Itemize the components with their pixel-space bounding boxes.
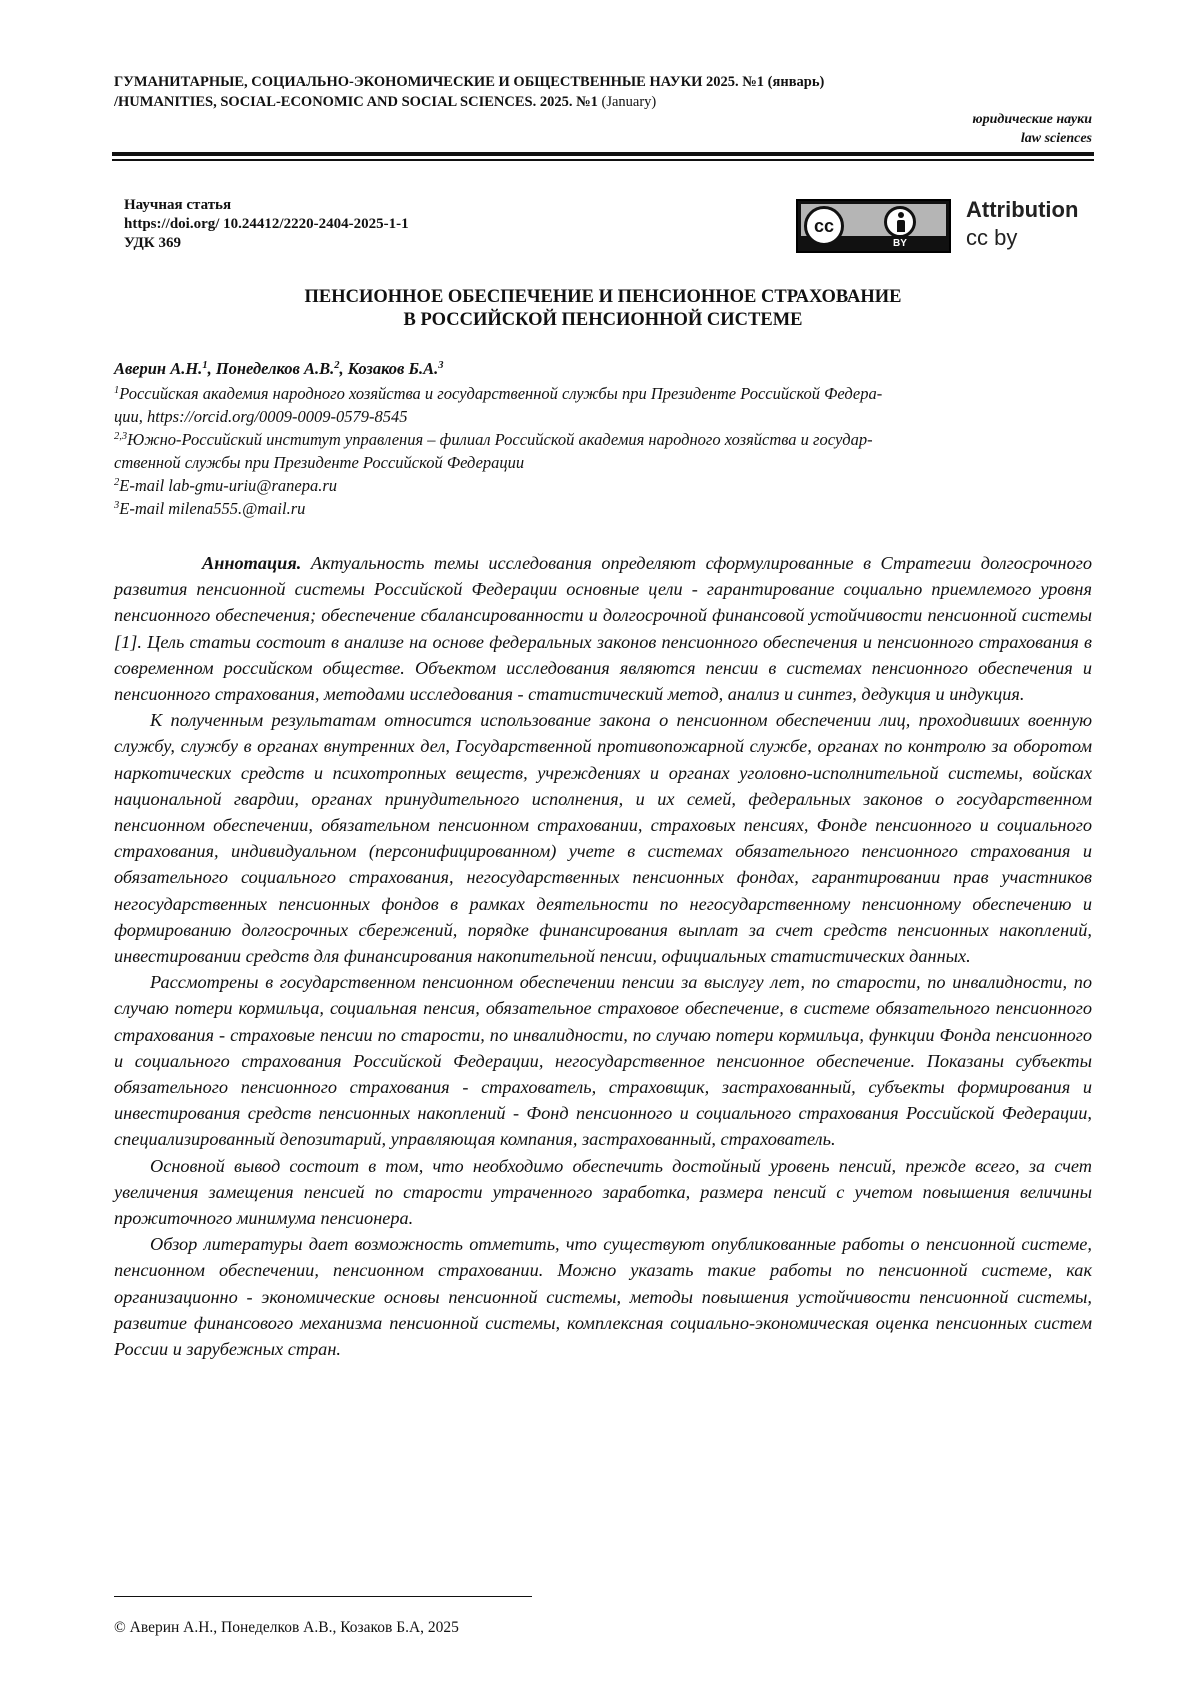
section-ru: юридические науки [972,112,1092,127]
title-line-2: В РОССИЙСКОЙ ПЕНСИОННОЙ СИСТЕМЕ [403,310,803,330]
email-3-sup: 3 [114,500,120,511]
author-2: , Понеделков А.В. [207,359,335,378]
affiliation-2-line-1 [114,428,1096,451]
creative-commons-icon: cc [804,206,844,246]
author-1-sup: 1 [202,360,208,371]
article-title [112,286,1094,332]
affiliation-1-sup: 1 [114,385,120,396]
header-rule-thick [112,152,1094,156]
journal-title-en [114,92,1094,112]
author-3: , Козаков Б.А. [339,359,439,378]
section-en: law sciences [1020,131,1092,146]
abstract [114,550,1092,1362]
doi-link[interactable]: https://doi.org/ 10.24412/2220-2404-2025-1-1 [124,216,409,232]
article-meta [124,196,409,253]
author-3-sup: 3 [438,360,444,371]
abstract-p1-text: Актуальность темы исследования определяют сформулированные в Стратегии долгосрочного развития пенсионной системы Российской Федерации основные цели - гарантирование социально приемлемого уровня пенсионного обеспечения; обеспечение сбалансированности и долгосрочной финансовой устойчивости пенсионной системы [1]. Цель статьи состоит в анализе на основе федеральных законов пенсионного обеспечения и пенсионного страхования в современном российском обществе. Объектом исследования являются пенсии в системах пенсионного обеспечения и пенсионного страхования, методами исследования - статистический метод, анализ и синтез, дедукция и индукция. [114,553,1092,705]
affiliation-2-text: Южно-Российский институт управления – филиал Российской академия народного хозяйства и государ- [127,430,873,449]
affiliation-2-line-2: ственной службы при Президенте Российской Федерации [114,453,525,472]
article-type: Научная статья [124,197,232,213]
affiliations [114,382,1096,520]
abstract-paragraph-3: Рассмотрены в государственном пенсионном обеспечении пенсии за выслугу лет, по старости, по инвалидности, по случаю потери кормильца, социальная пенсия, обязательное страховое обеспечение, в системе обязательного пенсионного страхования - страховые пенсии по старости, по инвалидности, по случаю потери кормильца, функции Фонда пенсионного и социального страхования Российской Федерации, негосударственное пенсионное обеспечение. Показаны субъекты обязательного пенсионного страхования - страхователь, страховщик, застрахованный, субъекты формирования и инвестирования средств пенсионных накоплений - Фонд пенсионного и социального страхования Российской Федерации, специализированный депозитарий, управляющая компания, застрахованный, страхователь. [114,972,1092,1150]
journal-title-en-text: /HUMANITIES, SOCIAL-ECONOMIC AND SOCIAL SCIENCES. 2025. №1 [114,94,598,110]
person-head-shape [898,212,904,218]
abstract-label: Аннотация. [202,553,302,573]
affiliation-1-line-1 [114,382,1096,405]
udc-code: УДК 369 [124,235,181,251]
by-label: BY [893,238,907,249]
copyright-notice: © Аверин А.Н., Понеделков А.В., Козаков Б.А, 2025 [114,1619,459,1636]
abstract-paragraph-4: Основной вывод состоит в том, что необходимо обеспечить достойный уровень пенсий, прежде всего, за счет увеличения замещения пенсией по старости утраченного заработка, размера пенсий с учетом повышения величины прожиточного минимума пенсионера. [114,1155,1092,1229]
journal-title-ru: ГУМАНИТАРНЫЕ, СОЦИАЛЬНО-ЭКОНОМИЧЕСКИЕ И ОБЩЕСТВЕННЫЕ НАУКИ 2025. №1 (январь) [114,74,825,90]
attribution-person-icon [884,206,916,238]
journal-header [114,72,1094,112]
author-2-sup: 2 [334,360,340,371]
footnote-rule [114,1596,532,1597]
journal-month-en: (January) [601,94,657,110]
author-1: Аверин А.Н. [114,359,203,378]
cc-license-badge[interactable] [796,199,951,253]
author-list [114,358,444,380]
email-2-text[interactable]: E-mail lab-gmu-uriu@ranepa.ru [119,476,337,495]
abstract-paragraph-1 [114,550,1092,707]
email-3-text[interactable]: E-mail milena555.@mail.ru [119,499,306,518]
license-short: cc by [966,225,1018,250]
section-label [972,110,1092,148]
person-body-shape [897,220,905,232]
email-2-sup: 2 [114,477,120,488]
license-attribution: Attribution [966,197,1079,222]
affiliation-1-text: Российская академия народного хозяйства и государственной службы при Президенте Российской Федера- [119,384,883,403]
abstract-paragraph-5: Обзор литературы дает возможность отметить, что существуют опубликованные работы о пенсионной системе, пенсионном обеспечении, пенсионном страховании. Можно указать такие работы по пенсионной системе, как организационно - экономические основы пенсионной системы, методы повышения устойчивости пенсионной системы, развитие финансового механизма пенсионной системы, комплексная социально-экономическая оценка пенсионных систем России и зарубежных стран. [114,1234,1092,1360]
title-line-1: ПЕНСИОННОЕ ОБЕСПЕЧЕНИЕ И ПЕНСИОННОЕ СТРАХОВАНИЕ [304,287,902,307]
header-rule-thin [112,159,1094,161]
email-3 [114,497,1096,520]
abstract-paragraph-2: К полученным результатам относится использование закона о пенсионном обеспечении лиц, проходивших военную службу, службу в органах внутренних дел, Государственной противопожарной службе, органах по контролю за оборотом наркотических средств и психотропных веществ, учреждениях и органах уголовно-исполнительной системы, войсках национальной гвардии, органах принудительного исполнения, и их семей, федеральных законов о государственном пенсионном обеспечении, обязательном пенсионном страховании, страховых пенсиях, Фонде пенсионного и социального страхования, индивидуальном (персонифицированном) учете в системах обязательного пенсионного страхования и обязательного социального страхования, негосударственных пенсионных фондах, гарантировании прав участников негосударственных пенсионных фондов в рамках деятельности по негосударственному пенсионному обеспечению и формированию долгосрочных сбережений, порядке финансирования выплат за счет средств пенсионных накоплений, инвестировании средств для финансирования накопительной пенсии, официальных статистических данных. [114,710,1092,967]
affiliation-2-sup: 2,3 [114,431,128,442]
email-2 [114,474,1096,497]
license-label [966,196,1078,252]
affiliation-1-line-2: ции, https://orcid.org/0009-0009-0579-8545 [114,407,408,426]
